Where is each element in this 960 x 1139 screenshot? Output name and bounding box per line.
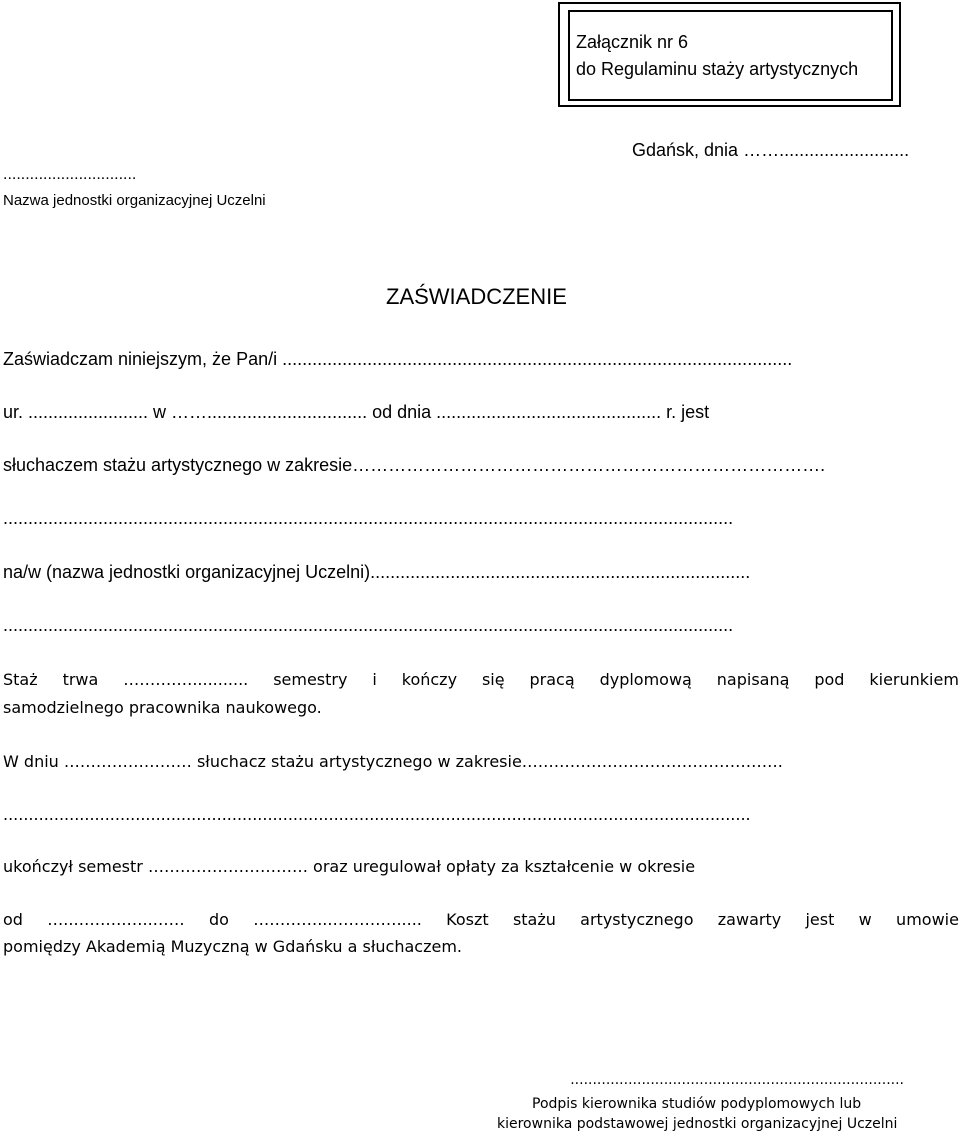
body-line-scope: słuchaczem stażu artystycznego w zakresie……………………………………………………………………. <box>3 455 826 475</box>
word: dyplomową <box>599 670 692 689</box>
body-line-supervisor: samodzielnego pracownika naukowego. <box>3 698 322 717</box>
word: semestry <box>273 670 348 689</box>
body-line-unit: na/w (nazwa jednostki organizacyjnej Uczelni)............................................................................ <box>3 562 751 582</box>
word: …………...…………..... <box>253 910 422 929</box>
word: Staż <box>3 670 38 689</box>
unit-name-label: Nazwa jednostki organizacyjnej Uczelni <box>3 192 266 209</box>
word: stażu <box>512 910 556 929</box>
annex-number: Załącznik nr 6 <box>576 32 689 52</box>
unit-name-dots: .............................. <box>3 166 137 183</box>
word: umowie <box>896 910 959 929</box>
word: kierunkiem <box>869 670 959 689</box>
word: artystycznego <box>580 910 694 929</box>
word: jest <box>805 910 835 929</box>
word: się <box>481 670 505 689</box>
word: zawarty <box>717 910 782 929</box>
document-title: ZAŚWIADCZENIE <box>386 284 567 309</box>
body-line-completion-cont: ................................................................................................................................................... <box>3 805 751 824</box>
signature-label-line2: kierownika podstawowej jednostki organizacyjnej Uczelni <box>497 1116 898 1132</box>
word: trwa <box>62 670 99 689</box>
word: kończy <box>401 670 458 689</box>
body-line-unit-cont: .................................................................................................................................................. <box>3 615 734 635</box>
word: Koszt <box>446 910 489 929</box>
body-line-name: Zaświadczam niniejszym, że Pan/i ...................................................................................................... <box>3 349 793 369</box>
signature-dots: ........................................................................... <box>570 1072 904 1088</box>
word: …..……….…..…… <box>47 910 185 929</box>
word: do <box>208 910 229 929</box>
word: napisaną <box>716 670 790 689</box>
body-line-completion-date: W dniu …………………… słuchacz stażu artystycznego w zakresie…………………………………………. <box>3 752 783 771</box>
body-line-birth: ur. ........................ w ……................................ od dnia ............................................. r. jest <box>3 402 710 422</box>
body-line-duration <box>3 670 959 689</box>
annex-regulation: do Regulaminu staży artystycznych <box>576 59 859 79</box>
word: pod <box>814 670 845 689</box>
body-line-period <box>3 910 959 929</box>
word: ……….…........... <box>123 670 249 689</box>
word: od <box>3 910 23 929</box>
signature-label-line1: Podpis kierownika studiów podyplomowych lub <box>532 1096 862 1112</box>
body-line-agreement: pomiędzy Akademią Muzyczną w Gdańsku a słuchaczem. <box>3 937 462 956</box>
word: pracą <box>529 670 575 689</box>
word: i <box>372 670 377 689</box>
body-line-semester: ukończył semestr ………………………… oraz uregulował opłaty za kształcenie w okresie <box>3 857 696 876</box>
place-date: Gdańsk, dnia …….......................... <box>632 140 910 160</box>
word: w <box>858 910 872 929</box>
annex-box-inner <box>568 10 893 101</box>
body-line-scope-cont: .................................................................................................................................................. <box>3 508 734 528</box>
